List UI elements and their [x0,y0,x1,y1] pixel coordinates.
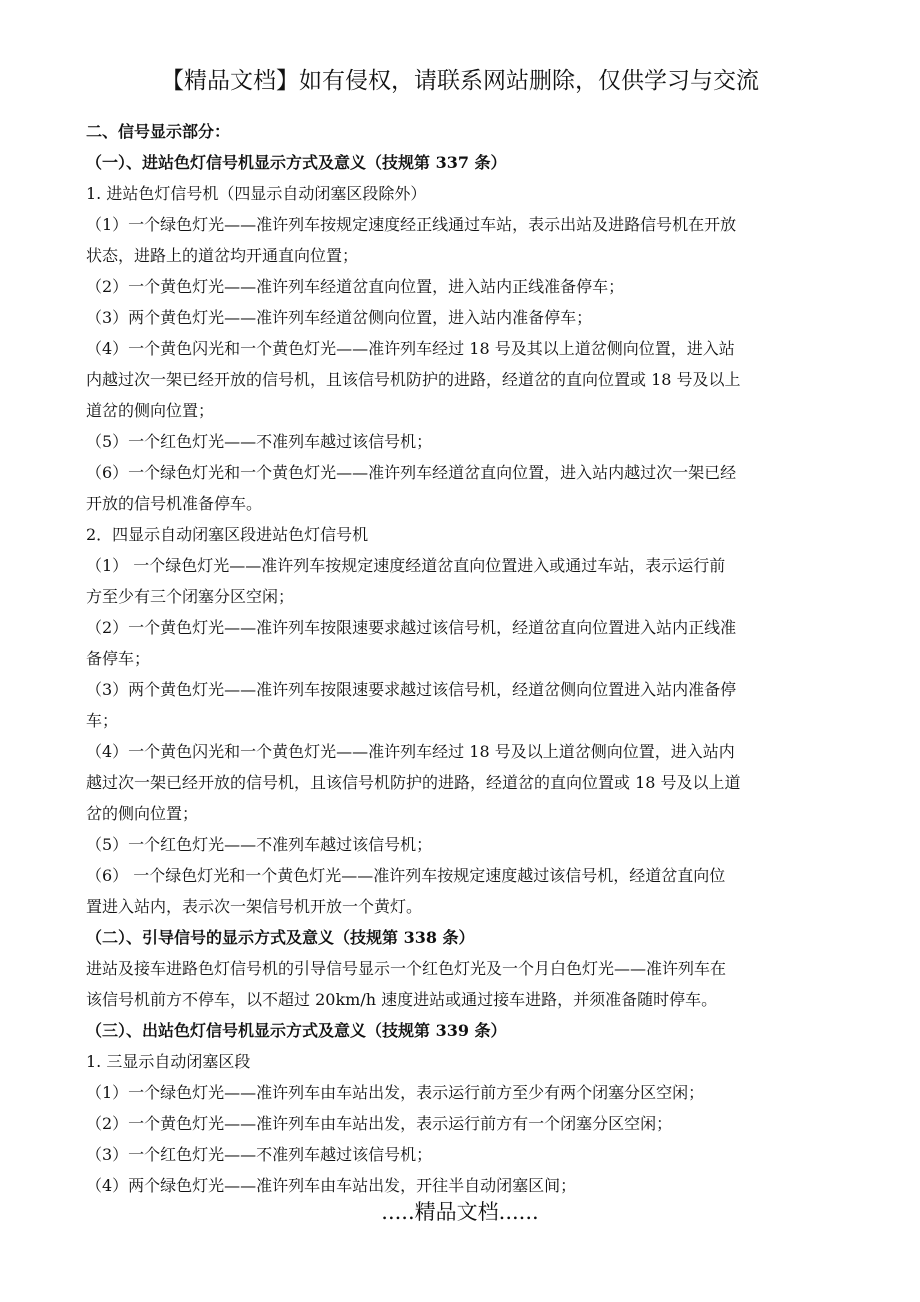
text-line: （6）一个绿色灯光和一个黄色灯光——准许列车经道岔直向位置，进入站内越过次一架已经 [86,463,737,482]
document-body [86,116,836,1201]
text-line: （6） 一个绿色灯光和一个黄色灯光——准许列车按规定速度越过该信号机，经道岔直向位 [86,866,726,885]
text-line: （4）两个绿色灯光——准许列车由车站出发，开往半自动闭塞区间； [86,1176,577,1195]
page-footer: .....精品文档...... [381,1200,539,1224]
text-line: （4）一个黄色闪光和一个黄色灯光——准许列车经过 18 号及以上道岔侧向位置，进入站内 [86,742,735,761]
text-line: 内越过次一架已经开放的信号机，且该信号机防护的进路，经道岔的直向位置或 18 号及以上 [86,370,741,389]
section-heading: 二、信号显示部分： [86,122,231,141]
text-line: （4）一个黄色闪光和一个黄色灯光——准许列车经过 18 号及其以上道岔侧向位置，进入站 [86,339,735,358]
text-line: （1）一个绿色灯光——准许列车由车站出发，表示运行前方至少有两个闭塞分区空闲； [86,1083,705,1102]
text-line: （3）两个黄色灯光——准许列车按限速要求越过该信号机，经道岔侧向位置进入站内准备停 [86,680,737,699]
text-line: 进站及接车进路色灯信号机的引导信号显示一个红色灯光及一个月白色灯光——准许列车在 [86,959,727,978]
section-heading: （二）、引导信号的显示方式及意义（技规第 338 条） [86,928,475,947]
text-line: （3）一个红色灯光——不准列车越过该信号机； [86,1145,433,1164]
text-line: 2．四显示自动闭塞区段进站色灯信号机 [86,525,369,544]
text-line: （1）一个绿色灯光——准许列车按规定速度经正线通过车站，表示出站及进路信号机在开放 [86,215,737,234]
text-line: 道岔的侧向位置； [86,401,215,420]
text-line: （3）两个黄色灯光——准许列车经道岔侧向位置，进入站内准备停车； [86,308,593,327]
text-line: （2）一个黄色灯光——准许列车经道岔直向位置，进入站内正线准备停车； [86,277,625,296]
text-line: 该信号机前方不停车，以不超过 20km/h 速度进站或通过接车进路，并须准备随时停车。 [86,990,718,1009]
text-line: （2）一个黄色灯光——准许列车按限速要求越过该信号机，经道岔直向位置进入站内正线准 [86,618,737,637]
text-line: 置进入站内，表示次一架信号机开放一个黄灯。 [86,897,423,916]
text-line: 越过次一架已经开放的信号机，且该信号机防护的进路，经道岔的直向位置或 18 号及以上道 [86,773,741,792]
text-line: 状态，进路上的道岔均开通直向位置； [86,246,359,265]
text-line: （5）一个红色灯光——不准列车越过该信号机； [86,432,433,451]
text-line: 开放的信号机准备停车。 [86,494,263,513]
text-line: 1. 进站色灯信号机（四显示自动闭塞区段除外） [86,184,427,203]
text-line: （1） 一个绿色灯光——准许列车按规定速度经道岔直向位置进入或通过车站，表示运行前 [86,556,726,575]
section-heading: （三）、出站色灯信号机显示方式及意义（技规第 339 条） [86,1021,507,1040]
text-line: 备停车； [86,649,151,668]
text-line: 岔的侧向位置； [86,804,199,823]
text-line: 1. 三显示自动闭塞区段 [86,1052,251,1071]
text-line: 车； [86,711,119,730]
text-line: （2）一个黄色灯光——准许列车由车站出发，表示运行前方有一个闭塞分区空闲； [86,1114,673,1133]
page-header-watermark: 【精品文档】如有侵权，请联系网站删除，仅供学习与交流 [161,68,759,94]
text-line: （5）一个红色灯光——不准列车越过该信号机； [86,835,433,854]
section-heading: （一）、进站色灯信号机显示方式及意义（技规第 337 条） [86,153,507,172]
text-line: 方至少有三个闭塞分区空闲； [86,587,295,606]
